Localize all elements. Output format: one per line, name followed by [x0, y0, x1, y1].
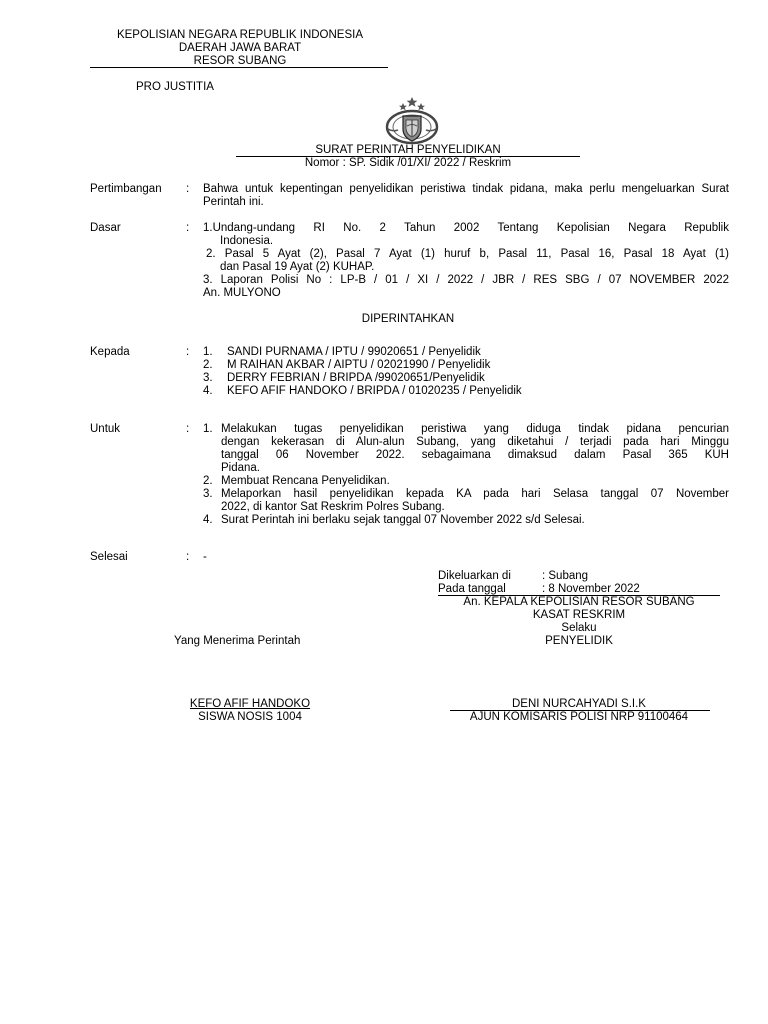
dasar-item-2-line-a: 2. Pasal 5 Ayat (2), Pasal 7 Ayat (1) huruf b, Pasal 11, Pasal 16, Pasal 18 Ayat (1): [206, 248, 729, 260]
list-item: [203, 475, 729, 488]
letterhead-line-3: RESOR SUBANG: [193, 55, 287, 67]
letterhead-line-1: KEPOLISIAN NEGARA REPUBLIK INDONESIA: [116, 29, 364, 41]
dasar-item-1-line-b: Indonesia.: [220, 235, 274, 247]
signer-left-name: KEFO AFIF HANDOKO: [189, 698, 311, 710]
signer-left-heading: Yang Menerima Perintah: [174, 635, 301, 647]
list-item: [203, 359, 729, 372]
kepada-colon: :: [186, 346, 190, 358]
list-item: [203, 385, 729, 398]
kepada-item-text: SANDI PURNAMA / IPTU / 99020651 / Penyelidik: [227, 346, 481, 358]
signer-right-line-1: An. KEPALA KEPOLISIAN RESOR SUBANG: [463, 596, 695, 608]
kepada-list: [203, 346, 729, 398]
dasar-item-2-line-b: dan Pasal 19 Ayat (2) KUHAP.: [220, 261, 375, 273]
kepada-item-number: 4.: [203, 385, 213, 397]
untuk-item-number: 1.: [203, 423, 213, 435]
untuk-item-1-line-4: Pidana.: [221, 462, 261, 474]
list-item: [203, 423, 729, 475]
untuk-list: [203, 423, 729, 527]
police-emblem-icon: [385, 96, 439, 146]
dasar-item-1-line-a: 1.Undang-undang RI No. 2 Tahun 2002 Tentang Kepolisian Negara Republik: [203, 222, 729, 234]
letterhead-underline: [90, 67, 388, 68]
document-number: Nomor : SP. Sidik /01/XI/ 2022 / Reskrim: [304, 157, 512, 169]
signer-left-signature: [160, 698, 340, 724]
issued-date-value: : 8 November 2022: [542, 583, 640, 595]
signer-right-line-4: PENYELIDIK: [545, 635, 613, 647]
untuk-label: Untuk: [90, 423, 121, 435]
signer-right-rank: AJUN KOMISARIS POLISI NRP 91100464: [469, 711, 689, 723]
issued-place: [438, 570, 728, 583]
signer-right-line-3: Selaku: [561, 622, 597, 634]
dasar-label: Dasar: [90, 222, 121, 234]
kepada-item-text: M RAIHAN AKBAR / AIPTU / 02021990 / Penyelidik: [227, 359, 491, 371]
signer-right-line-2: KASAT RESKRIM: [532, 609, 626, 621]
letterhead-line-2: DAERAH JAWA BARAT: [178, 42, 302, 54]
kepada-label: Kepada: [90, 346, 130, 358]
pertimbangan-label: Pertimbangan: [90, 183, 162, 195]
issued-place-label: Dikeluarkan di: [438, 570, 511, 582]
untuk-item-3-line-2: 2022, di kantor Sat Reskrim Polres Subang.: [221, 501, 445, 513]
title-block: [236, 144, 580, 170]
list-item: [203, 488, 729, 514]
dasar-item: [203, 248, 729, 274]
untuk-item-3-line-1: Melaporkan hasil penyelidikan kepada KA pada hari Selasa tanggal 07 November: [221, 488, 729, 500]
untuk-item-2-line-1: Membuat Rencana Penyelidikan.: [221, 475, 390, 487]
untuk-colon: :: [186, 423, 190, 435]
list-item: [203, 346, 729, 359]
untuk-item-number: 2.: [203, 475, 213, 487]
selesai-value: -: [203, 551, 207, 563]
pro-justitia: PRO JUSTITIA: [136, 81, 214, 93]
kepada-item-number: 3.: [203, 372, 213, 384]
untuk-item-1-line-3: tanggal 06 November 2022. sebagaimana dimaksud dalam Pasal 365 KUH: [221, 449, 729, 461]
untuk-item-number: 3.: [203, 488, 213, 500]
signer-right-block: [440, 596, 718, 648]
pertimbangan-colon: :: [186, 183, 190, 195]
letterhead: [88, 29, 392, 68]
list-item: [203, 372, 729, 385]
dasar-item: [203, 274, 729, 300]
signer-right-name: DENI NURCAHYADI S.I.K: [512, 698, 646, 710]
issued-place-value: : Subang: [542, 570, 589, 582]
list-item: [203, 514, 729, 527]
diperintahkan-heading: DIPERINTAHKAN: [361, 313, 455, 325]
dasar-item-3-line-b: An. MULYONO: [203, 287, 281, 299]
selesai-label: Selesai: [90, 551, 128, 563]
untuk-item-4-line-1: Surat Perintah ini berlaku sejak tanggal 07 November 2022 s/d Selesai.: [221, 514, 585, 526]
untuk-item-number: 4.: [203, 514, 213, 526]
kepada-item-number: 1.: [203, 346, 213, 358]
untuk-item-1-line-2: dengan kekerasan di Alun-alun Subang, yang diketahui / terjadi pada hari Minggu: [221, 436, 729, 448]
signer-right-signature: [440, 698, 718, 724]
selesai-colon: :: [186, 551, 190, 563]
kepada-item-number: 2.: [203, 359, 213, 371]
dasar-item: [203, 222, 729, 248]
kepada-item-text: KEFO AFIF HANDOKO / BRIPDA / 01020235 / Penyelidik: [227, 385, 522, 397]
document-title: SURAT PERINTAH PENYELIDIKAN: [315, 144, 501, 156]
issued-date-label: Pada tanggal: [438, 583, 506, 595]
untuk-item-1-line-1: Melakukan tugas penyelidikan peristiwa yang diduga tindak pidana pencurian: [221, 423, 729, 435]
dasar-colon: :: [186, 222, 190, 234]
dasar-item-3-line-a: 3. Laporan Polisi No : LP-B / 01 / XI / 2022 / JBR / RES SBG / 07 NOVEMBER 2022: [203, 274, 729, 286]
pertimbangan-text: Bahwa untuk kepentingan penyelidikan peristiwa tindak pidana, maka perlu mengeluarkan Surat Perintah ini.: [203, 183, 729, 208]
dasar-list: [203, 222, 729, 300]
kepada-item-text: DERRY FEBRIAN / BRIPDA /99020651/Penyelidik: [227, 372, 485, 384]
signer-left-rank: SISWA NOSIS 1004: [198, 711, 302, 723]
